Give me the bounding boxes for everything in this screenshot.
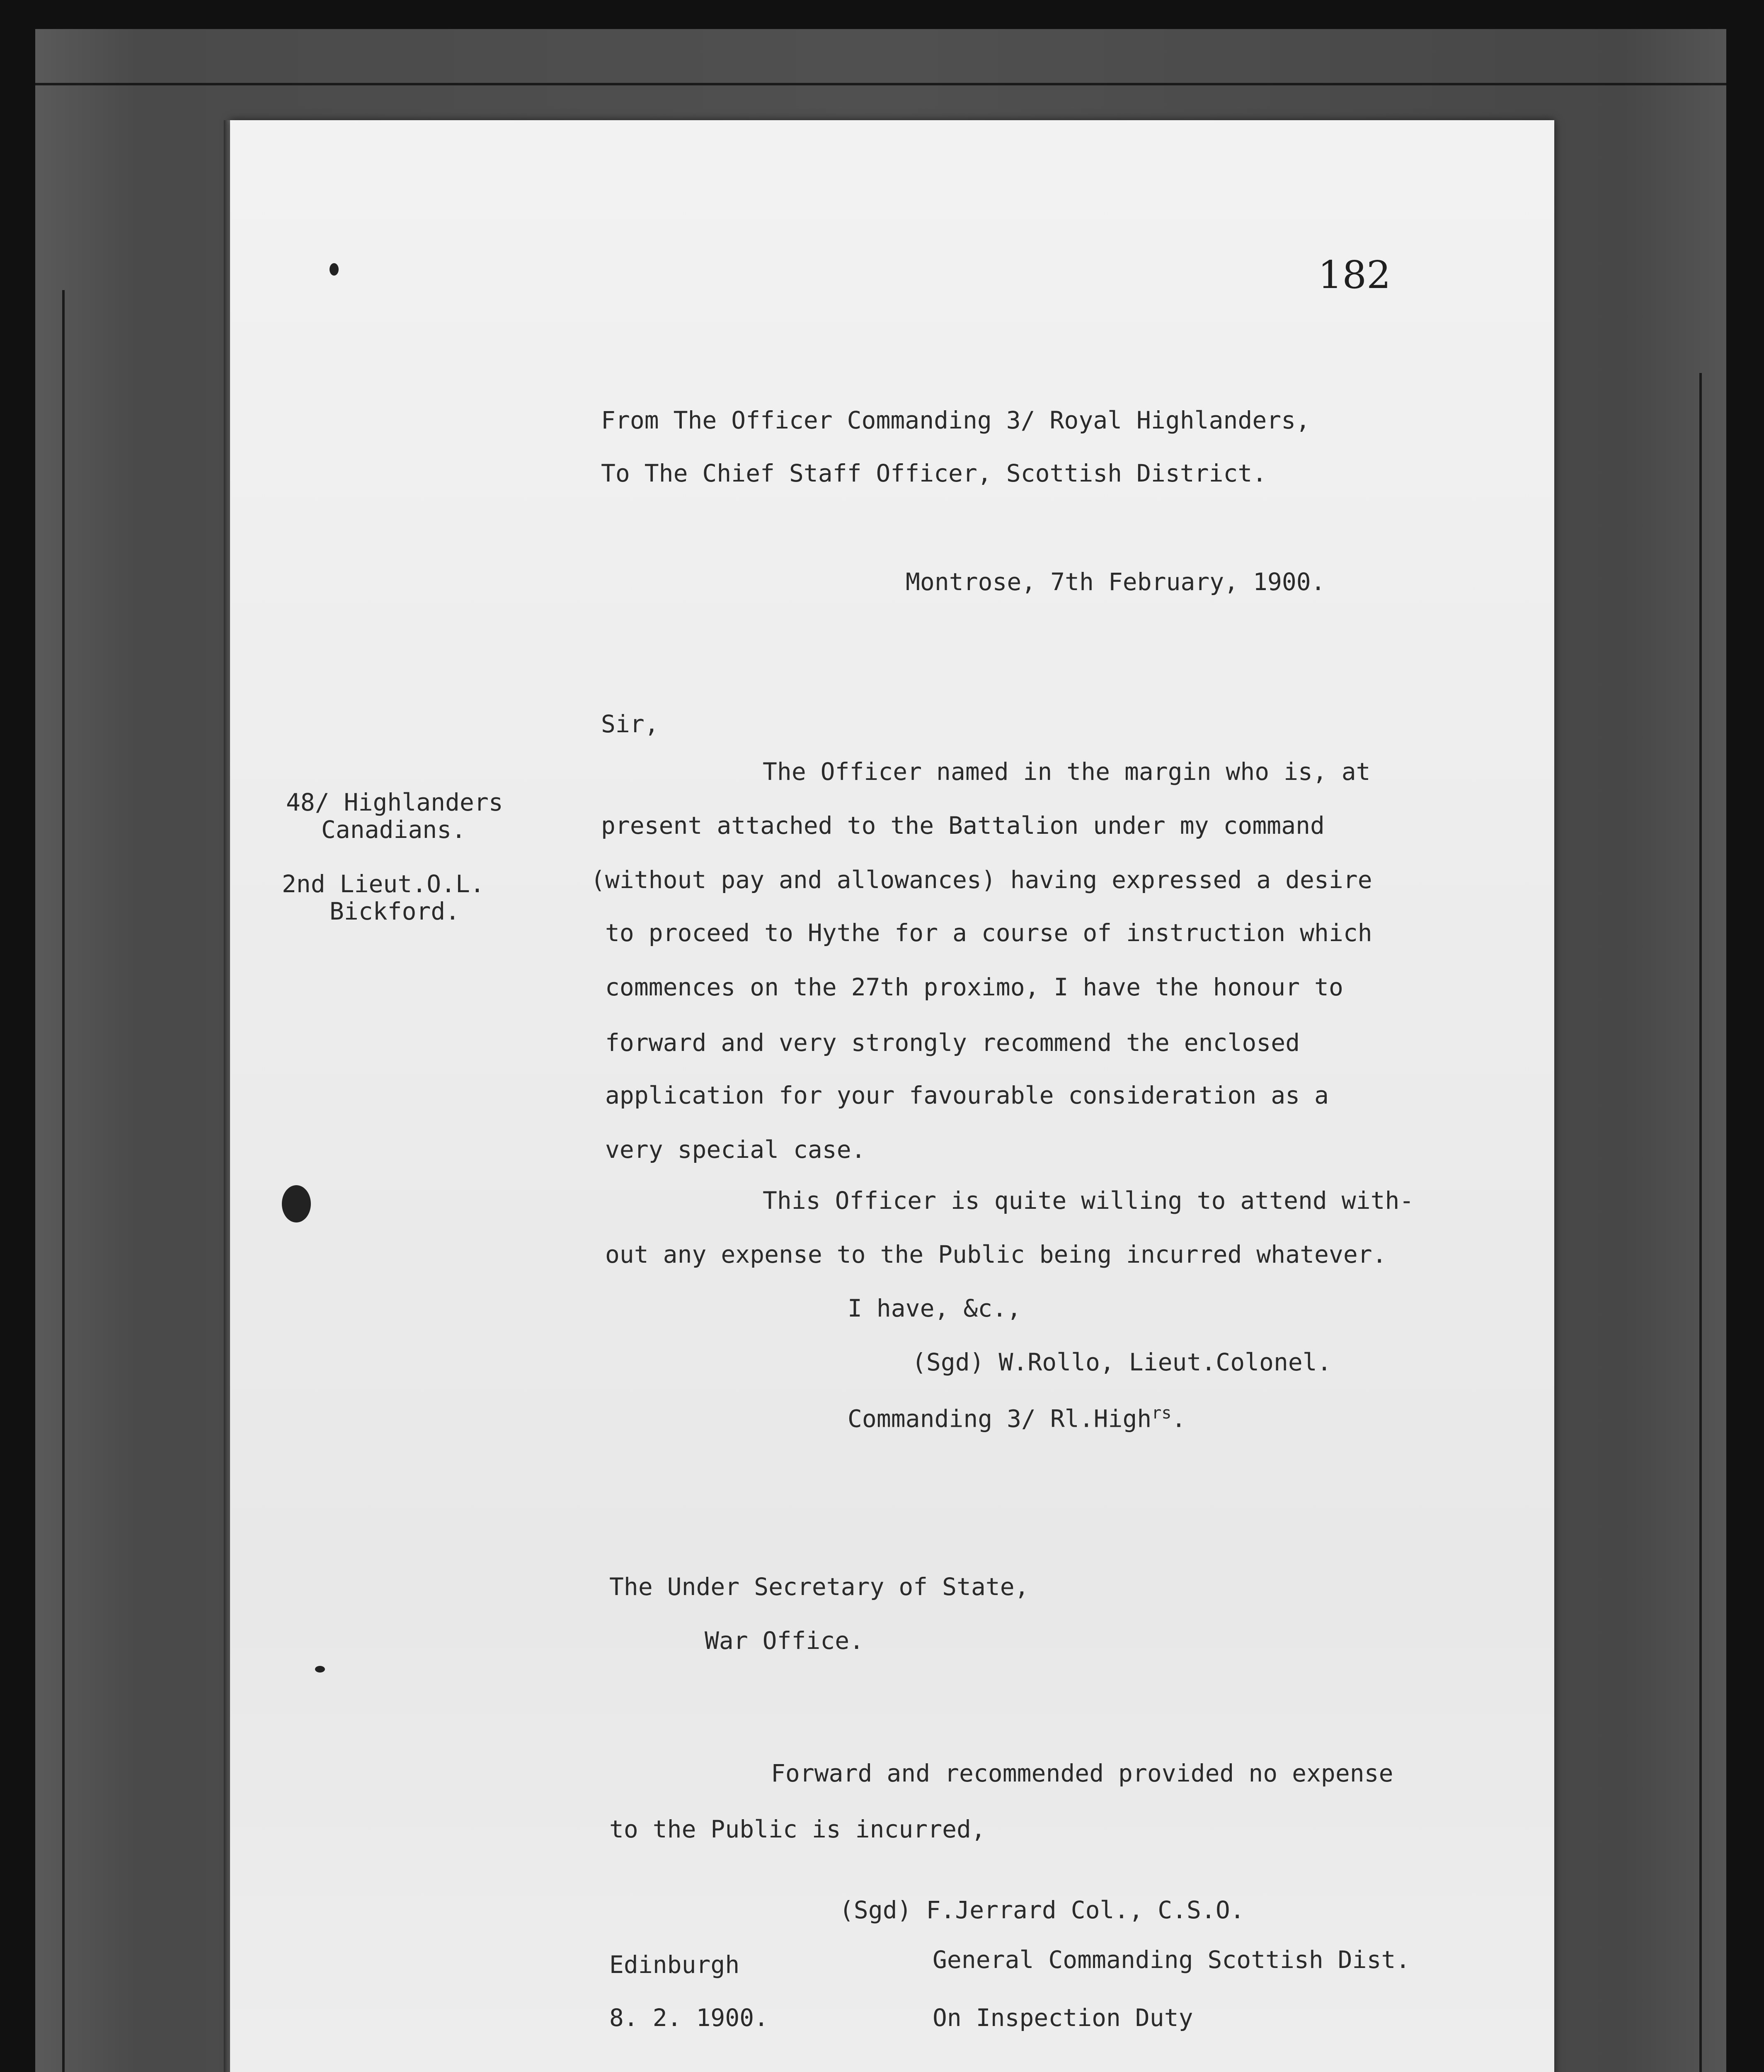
commanding-end: . bbox=[1171, 1404, 1186, 1433]
body-line: present attached to the Battalion under my command bbox=[601, 811, 1325, 840]
from-line: From The Officer Commanding 3/ Royal Highlanders, bbox=[601, 406, 1311, 434]
body-line: out any expense to the Public being incurred whatever. bbox=[605, 1240, 1387, 1268]
frame-divider-right bbox=[1699, 373, 1702, 2072]
margin-note-line: 2nd Lieut.O.L. bbox=[282, 870, 485, 898]
endorsement-role: On Inspection Duty bbox=[933, 2004, 1193, 2032]
endorsement-role: General Commanding Scottish Dist. bbox=[933, 1946, 1410, 1974]
commanding-superscript: rs bbox=[1151, 1404, 1172, 1423]
page-number: 182 bbox=[1318, 253, 1391, 297]
to-line: To The Chief Staff Officer, Scottish District. bbox=[601, 459, 1267, 487]
place-date: Montrose, 7th February, 1900. bbox=[906, 568, 1325, 596]
endorsement-signature: (Sgd) F.Jerrard Col., C.S.O. bbox=[839, 1896, 1245, 1924]
salutation: Sir, bbox=[601, 710, 659, 738]
endorsement-line: Forward and recommended provided no expense bbox=[771, 1759, 1393, 1787]
punch-mark bbox=[315, 1666, 325, 1673]
punch-mark bbox=[330, 263, 339, 276]
body-line: application for your favourable consideration as a bbox=[605, 1081, 1329, 1109]
closing-signature: (Sgd) W.Rollo, Lieut.Colonel. bbox=[912, 1348, 1332, 1376]
frame-divider-top bbox=[35, 83, 1726, 85]
endorsement-line: to the Public is incurred, bbox=[609, 1815, 986, 1843]
commanding-text: Commanding 3/ Rl.High bbox=[848, 1404, 1152, 1433]
punch-mark bbox=[282, 1185, 311, 1222]
addressee-line: War Office. bbox=[705, 1627, 864, 1655]
addressee-line: The Under Secretary of State, bbox=[609, 1573, 1029, 1601]
body-line: forward and very strongly recommend the enclosed bbox=[605, 1029, 1300, 1057]
closing-i-have: I have, &c., bbox=[848, 1294, 1022, 1322]
body-line: very special case. bbox=[605, 1135, 866, 1164]
closing-commanding bbox=[848, 1405, 1186, 1431]
margin-note-line: Canadians. bbox=[321, 816, 466, 844]
margin-note-line: Bickford. bbox=[330, 897, 460, 925]
body-line: The Officer named in the margin who is, at bbox=[763, 758, 1371, 786]
body-line: (without pay and allowances) having expressed a desire bbox=[591, 866, 1372, 894]
margin-note-line: 48/ Highlanders bbox=[286, 788, 503, 816]
endorsement-date: 8. 2. 1900. bbox=[609, 2004, 769, 2032]
endorsement-place: Edinburgh bbox=[609, 1951, 740, 1979]
frame-divider-left bbox=[62, 290, 65, 2072]
body-line: commences on the 27th proximo, I have the honour to bbox=[605, 973, 1343, 1001]
body-line: This Officer is quite willing to attend with- bbox=[763, 1186, 1414, 1215]
body-line: to proceed to Hythe for a course of instruction which bbox=[605, 919, 1372, 947]
